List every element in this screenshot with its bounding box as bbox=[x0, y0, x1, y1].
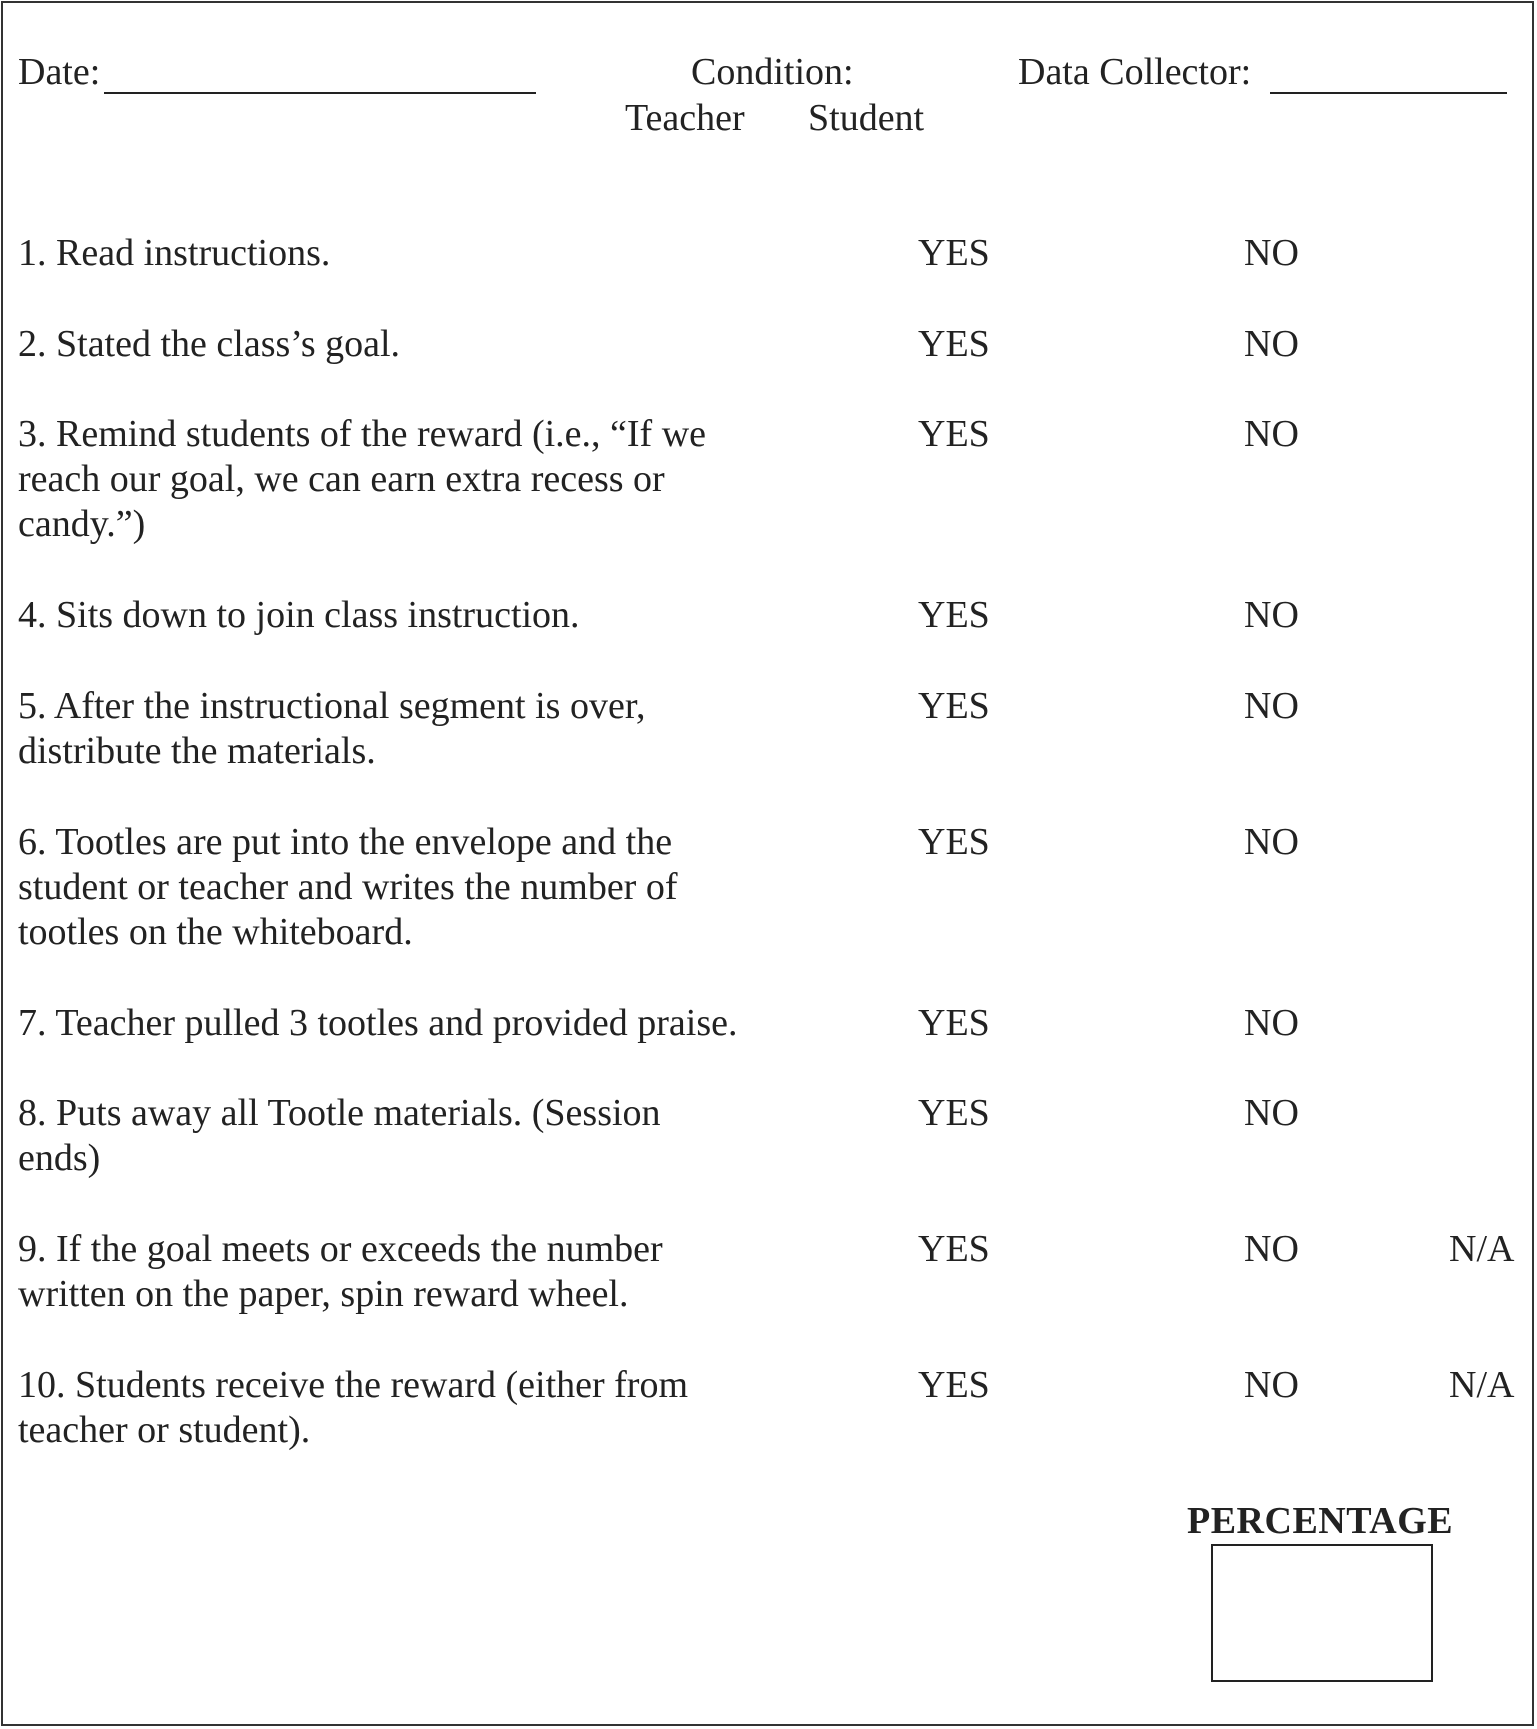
percentage-label: PERCENTAGE bbox=[1187, 1500, 1454, 1542]
yes-option[interactable]: YES bbox=[918, 1002, 990, 1044]
no-option[interactable]: NO bbox=[1244, 685, 1299, 727]
yes-option[interactable]: YES bbox=[918, 821, 990, 863]
yes-option[interactable]: YES bbox=[918, 1228, 990, 1270]
no-option[interactable]: NO bbox=[1244, 594, 1299, 636]
no-option[interactable]: NO bbox=[1244, 1002, 1299, 1044]
item-text: 3. Remind students of the reward (i.e., “If we reach our goal, we can earn extra recess or candy.”) bbox=[18, 413, 707, 545]
item-text: 1. Read instructions. bbox=[18, 232, 331, 274]
no-option[interactable]: NO bbox=[1244, 323, 1299, 365]
date-field[interactable] bbox=[104, 92, 536, 94]
item-text: 10. Students receive the reward (either from teacher or student). bbox=[18, 1364, 689, 1451]
item-text: 4. Sits down to join class instruction. bbox=[18, 594, 580, 636]
data-collector-label: Data Collector: bbox=[1018, 51, 1252, 93]
yes-option[interactable]: YES bbox=[918, 413, 990, 455]
item-text: 2. Stated the class’s goal. bbox=[18, 323, 401, 365]
na-option[interactable]: N/A bbox=[1449, 1364, 1515, 1406]
yes-option[interactable]: YES bbox=[918, 594, 990, 636]
condition-option-student[interactable]: Student bbox=[808, 97, 925, 139]
no-option[interactable]: NO bbox=[1244, 232, 1299, 274]
na-option[interactable]: N/A bbox=[1449, 1228, 1515, 1270]
item-text: 6. Tootles are put into the envelope and the student or teacher and writes the number of tootles on the whiteboard. bbox=[18, 821, 678, 953]
no-option[interactable]: NO bbox=[1244, 1092, 1299, 1134]
no-option[interactable]: NO bbox=[1244, 413, 1299, 455]
yes-option[interactable]: YES bbox=[918, 1364, 990, 1406]
item-text: 7. Teacher pulled 3 tootles and provided praise. bbox=[18, 1002, 738, 1044]
yes-option[interactable]: YES bbox=[918, 685, 990, 727]
item-text: 8. Puts away all Tootle materials. (Session ends) bbox=[18, 1092, 661, 1179]
yes-option[interactable]: YES bbox=[918, 323, 990, 365]
item-text: 9. If the goal meets or exceeds the number written on the paper, spin reward wheel. bbox=[18, 1228, 663, 1315]
data-collector-field[interactable] bbox=[1270, 92, 1507, 94]
no-option[interactable]: NO bbox=[1244, 821, 1299, 863]
no-option[interactable]: NO bbox=[1244, 1364, 1299, 1406]
yes-option[interactable]: YES bbox=[918, 1092, 990, 1134]
percentage-box[interactable] bbox=[1211, 1544, 1433, 1682]
condition-option-teacher[interactable]: Teacher bbox=[625, 97, 745, 139]
no-option[interactable]: NO bbox=[1244, 1228, 1299, 1270]
yes-option[interactable]: YES bbox=[918, 232, 990, 274]
condition-label: Condition: bbox=[691, 51, 854, 93]
item-text: 5. After the instructional segment is over, distribute the materials. bbox=[18, 685, 646, 772]
date-label: Date: bbox=[18, 51, 101, 93]
